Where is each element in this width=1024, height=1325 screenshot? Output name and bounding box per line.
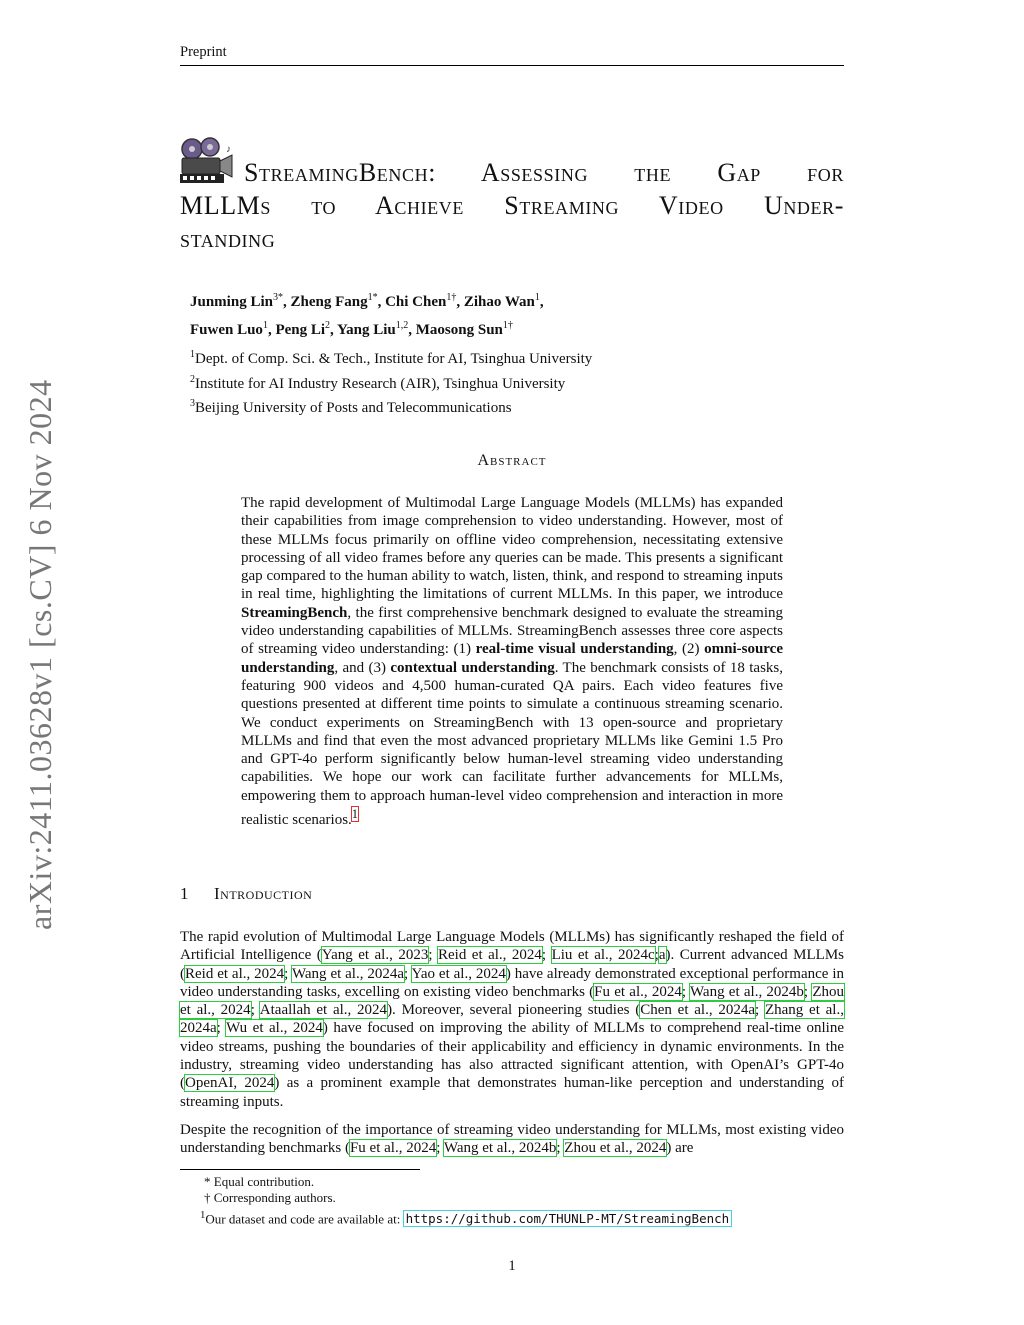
citation-link[interactable]: OpenAI, 2024 bbox=[185, 1075, 275, 1092]
body-text: ). Moreover, several pioneering studies ( bbox=[387, 1002, 641, 1019]
author-name: Zheng Fang bbox=[290, 294, 368, 310]
body-text: ) as a prominent example that demonstrates human-like perception and understanding of streaming inputs. bbox=[180, 1075, 844, 1110]
abstract-body bbox=[241, 494, 783, 829]
author-sup: 1† bbox=[446, 292, 457, 303]
author-list bbox=[190, 286, 544, 342]
affiliation-text: Dept. of Comp. Sci. & Tech., Institute for AI, Tsinghua University bbox=[195, 351, 593, 367]
abstract-text: , and (3) bbox=[334, 659, 391, 676]
citation-link[interactable]: Wu et al., 2024 bbox=[226, 1020, 323, 1037]
footnote-text: Our dataset and code are available at: bbox=[205, 1211, 404, 1227]
citation-link[interactable]: Zhang et al., 2024a bbox=[180, 1002, 844, 1037]
body-text: Despite the recognition of the importance of streaming video understanding for MLLMs, most existing video understanding benchmarks ( bbox=[180, 1122, 844, 1157]
citation-link[interactable]: Chen et al., 2024a bbox=[640, 1002, 756, 1019]
citation-link[interactable]: Fu et al., 2024 bbox=[594, 983, 682, 1000]
title-line-3: standing bbox=[180, 224, 276, 253]
footnote-number: 1 bbox=[200, 1209, 206, 1221]
author-name: Fuwen Luo bbox=[190, 322, 263, 338]
abstract-text: , (2) bbox=[673, 641, 705, 658]
affiliation bbox=[190, 370, 592, 395]
body-text: ). Current advanced MLLMs ( bbox=[180, 947, 844, 982]
abstract-bold: StreamingBench bbox=[241, 604, 348, 621]
abstract-text: . The benchmark consists of 18 tasks, featuring 900 videos and 4,500 human-curated QA pairs. Each video features five questions presented at different time points to simulate a continuous streaming scenario. We conduct experiments on StreamingBench with 13 open-source and proprietary MLLMs and find that even the most advanced proprietary MLLMs like Gemini 1.5 Pro and GPT-4o perform significantly below human-level streaming video understanding capabilities. We hope our work can facilitate further advancements for MLLMs, empowering them to approach human-level video comprehension and interaction in more realistic scenarios. bbox=[241, 659, 784, 829]
author-sup: 1,2 bbox=[395, 320, 409, 331]
page-number: 1 bbox=[508, 1258, 516, 1274]
citation-link[interactable]: Wang et al., 2024a bbox=[291, 965, 405, 982]
author-sup: 1 bbox=[534, 292, 540, 303]
citation-link[interactable]: Fu et al., 2024 bbox=[349, 1140, 437, 1157]
affiliation-number: 3 bbox=[190, 398, 195, 409]
author-sup: 3* bbox=[272, 292, 283, 303]
abstract-bold: omni-source understanding bbox=[241, 641, 783, 676]
citation-link[interactable]: Ataallah et al., 2024 bbox=[259, 1002, 388, 1019]
abstract-text: , the first comprehensive benchmark designed to evaluate the streaming video understanding capabilities of MLLMs. StreamingBench assesses three core aspects of streaming video understanding: (1) bbox=[241, 604, 783, 658]
affiliation-number: 1 bbox=[190, 349, 195, 360]
citation-link[interactable]: Zhou et al., 2024 bbox=[564, 1140, 667, 1157]
affiliation bbox=[190, 345, 592, 370]
citation-link[interactable]: Liu et al., 2024c bbox=[551, 947, 655, 964]
title-line-1: StreamingBench: Assessing the Gap for bbox=[244, 158, 844, 187]
section-number: 1 bbox=[180, 884, 189, 903]
paper-title bbox=[180, 156, 844, 255]
footnote-equal-contribution: * Equal contribution. bbox=[204, 1174, 315, 1189]
affiliation-text: Institute for AI Industry Research (AIR), Tsinghua University bbox=[195, 375, 566, 392]
footnote-link[interactable]: 1 bbox=[351, 807, 359, 822]
citation-link[interactable]: Wang et al., 2024b bbox=[689, 983, 804, 1000]
intro-paragraph-2: Despite the recognition of the importance of streaming video understanding for MLLMs, most existing video understanding benchmarks (Fu et al., 2024; Wang et al., 2024b; Zhou et al., 2024) are bbox=[180, 1122, 844, 1157]
citation-link[interactable]: a bbox=[658, 947, 666, 964]
author-name: Yang Liu bbox=[336, 322, 396, 338]
affiliations bbox=[190, 345, 592, 419]
body-text: ) have focused on improving the ability of MLLMs to comprehend real-time online video streams, pushing the boundaries of their applicability and efficiency in dynamic environments. In the industry, streaming video understanding has also attracted significant attention, with OpenAI’s GPT-4o ( bbox=[180, 1020, 844, 1092]
footnote-dataset bbox=[200, 1207, 731, 1227]
author-name: Zihao Wan bbox=[463, 294, 535, 310]
author-sup: 1 bbox=[262, 320, 268, 331]
citation-link[interactable]: Yang et al., 2023 bbox=[321, 947, 429, 964]
author-line-1: Junming Lin$^{3*}$, Zheng Fang$^{1*}$, Chi Chen$^{1\dagger}$, Zihao Wan$^1$, bbox=[190, 292, 544, 310]
author-sup: 1* bbox=[367, 292, 378, 303]
citation-link[interactable]: Zhou et al., 2024 bbox=[180, 983, 844, 1019]
affiliation bbox=[190, 394, 592, 419]
abstract-text: The rapid development of Multimodal Large Language Models (MLLMs) has expanded their capabilities from image comprehension to video understanding. However, most of these MLLMs focus primarily on offline video comprehension, necessitating extensive processing of all video frames before any queries can be made. This presents a significant gap compared to the human ability to watch, listen, think, and respond to streaming inputs in real time, highlighting the limitations of current MLLMs. In this paper, we introduce bbox=[241, 495, 783, 603]
author-sup: 2 bbox=[325, 320, 331, 331]
footnote-rule bbox=[180, 1169, 420, 1170]
citation-link[interactable]: Reid et al., 2024 bbox=[185, 965, 285, 982]
body-text: ) have already demonstrated exceptional performance in video understanding tasks, excelling on existing video benchmarks ( bbox=[180, 965, 844, 1000]
github-url-link[interactable]: https://github.com/THUNLP-MT/StreamingBench bbox=[405, 1211, 730, 1227]
abstract-heading: Abstract bbox=[477, 452, 547, 469]
header-rule bbox=[180, 65, 844, 66]
affiliation-number: 2 bbox=[190, 373, 195, 385]
affiliation-text: Beijing University of Posts and Telecommunications bbox=[195, 400, 512, 416]
intro-paragraph-1: The rapid evolution of Multimodal Large Language Models (MLLMs) has significantly reshaped the field of Artificial Intelligence (Yang et al., 2023; Reid et al., 2024; Liu et al., 2024c;a). Current advanced MLLMs (Reid et al., 2024; Wang et al., 2024a; Yao et al., 2024) have already demonstrated exceptional performance in video understanding tasks, excelling on existing video benchmarks (Fu et al., 2024; Wang et al., 2024b; Zhou et al., 2024; Ataallah et al., 2024). Moreover, several pioneering studies (Chen et al., 2024a; Zhang et al., 2024a; Wu et al., 2024) have focused on improving the ability of MLLMs to comprehend real-time online video streams, pushing the boundaries of their applicability and efficiency in dynamic environments. In the industry, streaming video understanding has also attracted significant attention, with OpenAI’s GPT-4o (OpenAI, 2024) as a prominent example that demonstrates human-like perception and understanding of streaming inputs. bbox=[180, 929, 844, 1110]
svg-text:♪: ♪ bbox=[226, 144, 231, 155]
running-header: Preprint bbox=[180, 44, 227, 60]
section-heading bbox=[180, 884, 312, 904]
author-name: Chi Chen bbox=[385, 294, 447, 310]
author-name: Peng Li bbox=[275, 322, 326, 338]
body-text: The rapid evolution of Multimodal Large Language Models (MLLMs) has significantly reshaped the field of Artificial Intelligence ( bbox=[180, 929, 844, 964]
section-title: Introduction bbox=[214, 884, 313, 903]
author-name: Maosong Sun bbox=[415, 322, 503, 338]
citation-link[interactable]: Yao et al., 2024 bbox=[411, 965, 506, 982]
abstract-bold: real-time visual understanding bbox=[475, 641, 674, 658]
body-text: ) are bbox=[666, 1140, 694, 1157]
citation-link[interactable]: Wang et al., 2024b bbox=[443, 1140, 557, 1157]
footnote-corresponding: † Corresponding authors. bbox=[204, 1190, 336, 1205]
abstract-bold: contextual understanding bbox=[390, 659, 555, 676]
citation-link[interactable]: Reid et al., 2024 bbox=[437, 947, 542, 964]
arxiv-stamp: arXiv:2411.03628v1 [cs.CV] 6 Nov 2024 bbox=[22, 379, 58, 930]
author-line-2: Fuwen Luo$^1$, Peng Li$^2$, Yang Liu$^{1,2}$, Maosong Sun$^{1\dagger}$ bbox=[190, 320, 513, 338]
author-name: Junming Lin bbox=[190, 294, 273, 310]
author-sup: 1† bbox=[502, 320, 513, 331]
title-line-2: MLLMs to Achieve Streaming Video Under- bbox=[180, 191, 844, 220]
